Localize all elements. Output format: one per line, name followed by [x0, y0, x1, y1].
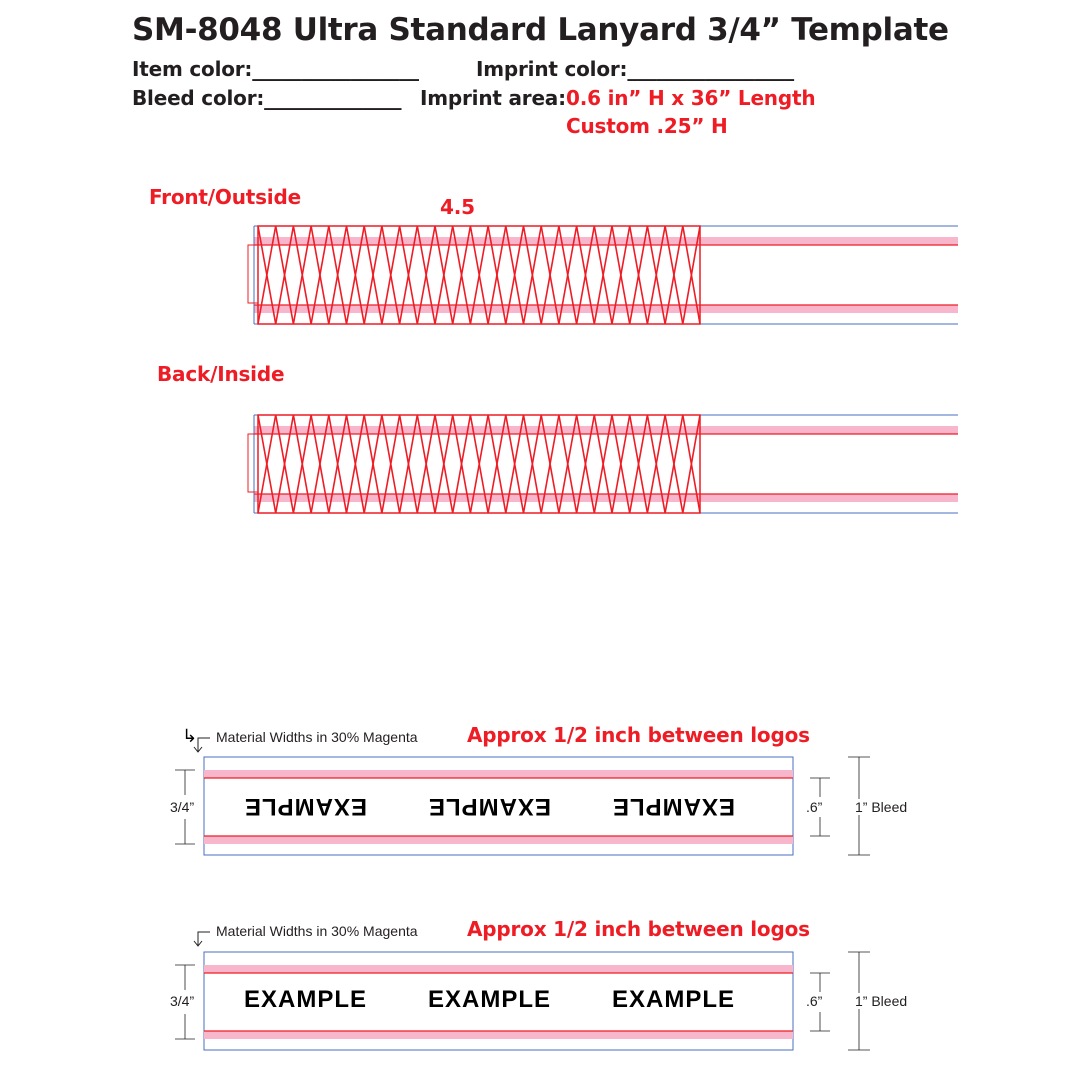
bleed-color-label: Bleed color:______________: [132, 86, 402, 110]
down-arrow-icon: ↳: [182, 726, 198, 747]
approx-spacing-label: Approx 1/2 inch between logos: [467, 723, 810, 747]
logo-example-mirrored-1: EXAMPLE: [244, 793, 368, 820]
logo-example-3: EXAMPLE: [612, 986, 736, 1013]
custom-height-value: Custom .25” H: [566, 114, 728, 138]
logo-example-mirrored-2: EXAMPLE: [428, 793, 552, 820]
material-widths-note: Material Widths in 30% Magenta: [216, 923, 418, 939]
height-dimension-label: 3/4”: [170, 799, 195, 815]
bleed-dimension-label: 1” Bleed: [855, 993, 908, 1009]
imprint-dimension-label: .6”: [806, 799, 823, 815]
imprint-area-label: Imprint area:: [420, 86, 566, 110]
magenta-band-top: [204, 965, 793, 973]
imprint-dimension-label: .6”: [806, 993, 823, 1009]
front-measure-label: 4.5: [440, 195, 475, 219]
logo-example-mirrored-3: EXAMPLE: [612, 793, 736, 820]
bleed-dimension-label: 1” Bleed: [855, 799, 908, 815]
back-lanyard-diagram: [240, 409, 970, 519]
height-dimension-label: 3/4”: [170, 993, 195, 1009]
logo-example-1: EXAMPLE: [244, 986, 368, 1013]
item-color-label: Item color:_________________: [132, 57, 419, 81]
material-widths-note: Material Widths in 30% Magenta: [216, 729, 418, 745]
magenta-band-top: [204, 770, 793, 778]
magenta-band-top: [254, 237, 958, 245]
magenta-band-top: [254, 426, 958, 434]
back-inside-label: Back/Inside: [157, 362, 285, 386]
magenta-band-bottom: [204, 1031, 793, 1039]
imprint-area-value: 0.6 in” H x 36” Length: [566, 86, 816, 110]
magenta-band-bottom: [254, 305, 958, 313]
front-lanyard-diagram: [240, 220, 970, 330]
page-title: SM-8048 Ultra Standard Lanyard 3/4” Template: [132, 12, 949, 48]
magenta-band-bottom: [204, 836, 793, 844]
front-outside-label: Front/Outside: [149, 185, 301, 209]
logo-example-2: EXAMPLE: [428, 986, 552, 1013]
end-tab: [248, 245, 258, 303]
approx-spacing-label: Approx 1/2 inch between logos: [467, 917, 810, 941]
end-tab: [248, 434, 258, 492]
imprint-color-label: Imprint color:_________________: [476, 57, 794, 81]
magenta-band-bottom: [254, 494, 958, 502]
